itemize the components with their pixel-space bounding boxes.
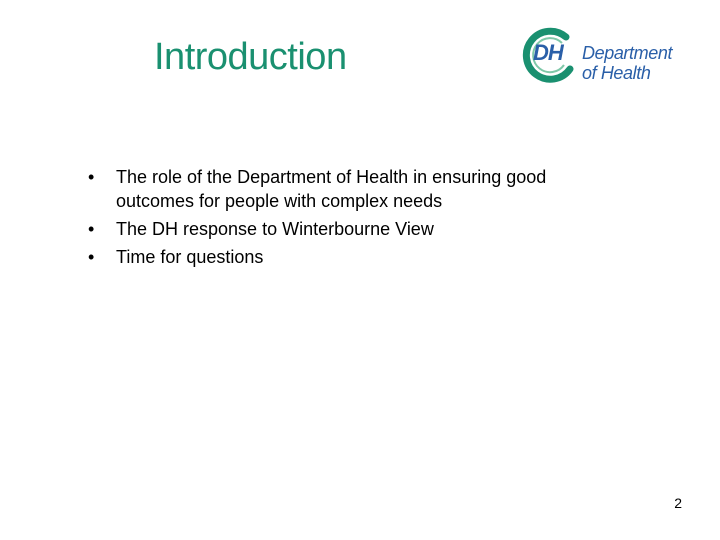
bullet-item <box>88 165 628 213</box>
bullet-text: The DH response to Winterbourne View <box>116 219 434 239</box>
logo-mark-text: DH <box>533 40 563 65</box>
bullet-text: The role of the Department of Health in ensuring good outcomes for people with complex needs <box>116 167 547 211</box>
bullet-item <box>88 217 628 241</box>
page-number: 2 <box>674 495 682 511</box>
department-of-health-logo <box>518 27 688 87</box>
bullet-marker: • <box>88 247 95 267</box>
bullet-marker: • <box>88 167 95 187</box>
bullet-marker: • <box>88 219 95 239</box>
bullet-text: Time for questions <box>116 247 264 267</box>
logo-line-1: Department <box>582 43 673 63</box>
bullet-list <box>88 165 628 273</box>
logo-wordmark <box>582 43 672 83</box>
logo-line-2: of Health <box>582 63 651 83</box>
slide-title: Introduction <box>154 36 347 78</box>
bullet-item <box>88 245 628 269</box>
